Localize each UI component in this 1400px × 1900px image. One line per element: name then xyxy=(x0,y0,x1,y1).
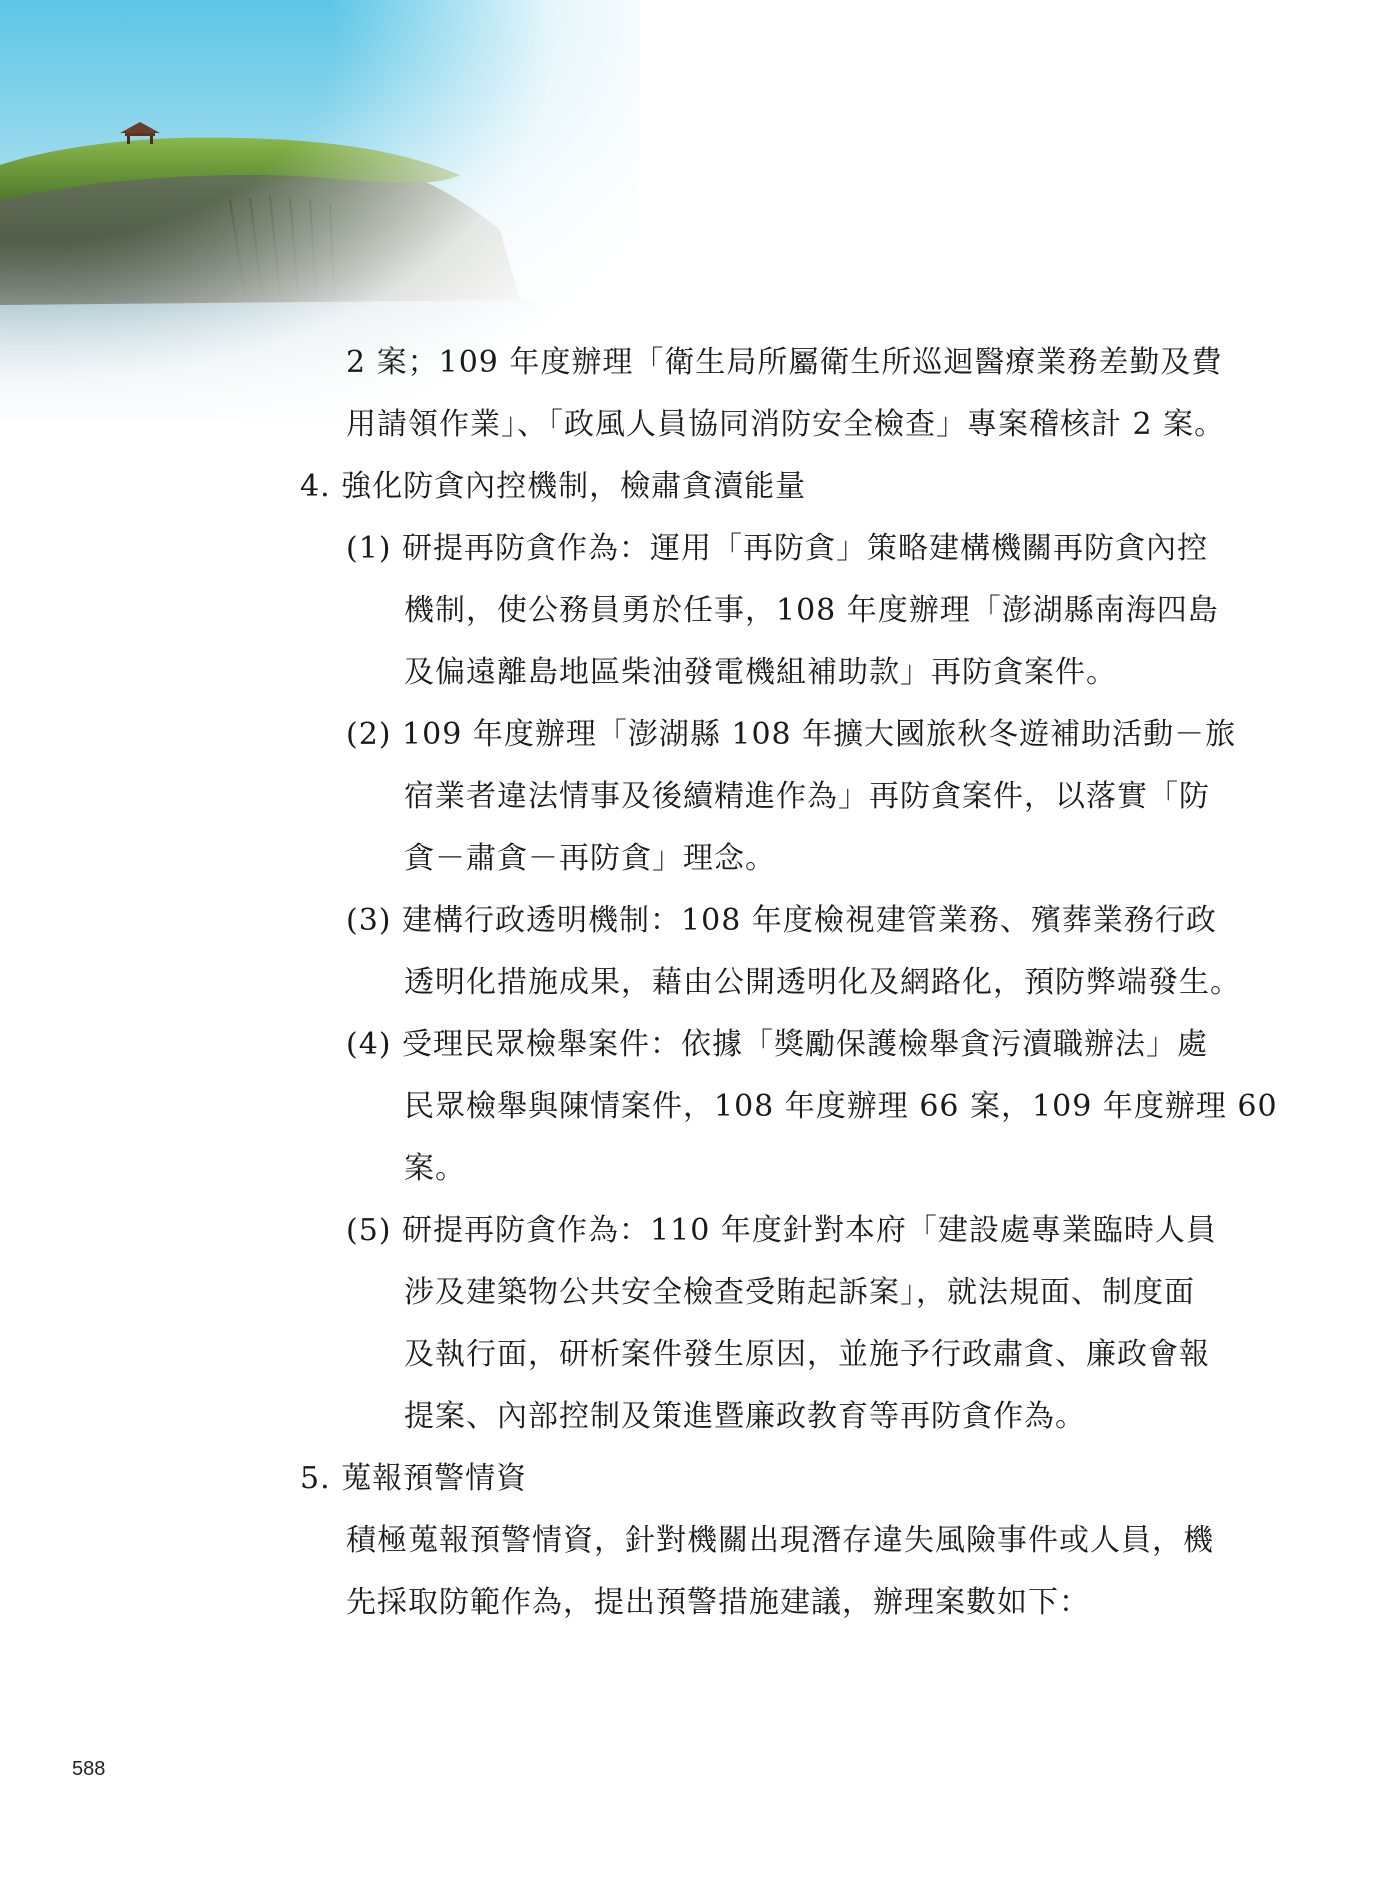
text-line: 提案、內部控制及策進暨廉政教育等再防貪作為。 xyxy=(404,1399,1086,1434)
text-line: 貪－肅貪－再防貪」理念。 xyxy=(404,841,776,876)
text-line: 涉及建築物公共安全檢查受賄起訴案」，就法規面、制度面 xyxy=(404,1275,1195,1310)
text-line: 積極蒐報預警情資，針對機關出現潛存違失風險事件或人員，機 xyxy=(346,1523,1214,1558)
text-line: 宿業者違法情事及後續精進作為」再防貪案件，以落實「防 xyxy=(404,779,1210,814)
text-line: 用請領作業」、「政風人員協同消防安全檢查」專案稽核計 2 案。 xyxy=(346,407,1226,442)
text-line: (3) 建構行政透明機制：108 年度檢視建管業務、殯葬業務行政 xyxy=(346,903,1217,938)
text-line: 4. 強化防貪內控機制，檢肅貪瀆能量 xyxy=(300,469,807,504)
text-line: 透明化措施成果，藉由公開透明化及網路化，預防弊端發生。 xyxy=(404,965,1241,1000)
text-line: 民眾檢舉與陳情案件，108 年度辦理 66 案，109 年度辦理 60 xyxy=(404,1089,1278,1124)
text-line: 5. 蒐報預警情資 xyxy=(300,1461,528,1496)
page-number: 588 xyxy=(72,1758,106,1780)
text-line: 機制，使公務員勇於任事，108 年度辦理「澎湖縣南海四島 xyxy=(404,593,1219,628)
text-line: 先採取防範作為，提出預警措施建議，辦理案數如下： xyxy=(346,1585,1090,1620)
text-line: (5) 研提再防貪作為：110 年度針對本府「建設處專業臨時人員 xyxy=(346,1213,1217,1248)
text-line: (1) 研提再防貪作為：運用「再防貪」策略建構機關再防貪內控 xyxy=(346,531,1209,566)
text-line: (2) 109 年度辦理「澎湖縣 108 年擴大國旅秋冬遊補助活動－旅 xyxy=(346,717,1237,752)
text-line: 2 案；109 年度辦理「衛生局所屬衛生所巡迴醫療業務差勤及費 xyxy=(346,345,1223,380)
document-body xyxy=(300,332,1278,1634)
text-line: 及執行面，研析案件發生原因，並施予行政肅貪、廉政會報 xyxy=(404,1337,1210,1372)
text-line: 案。 xyxy=(404,1151,466,1186)
text-line: 及偏遠離島地區柴油發電機組補助款」再防貪案件。 xyxy=(404,655,1117,690)
text-line: (4) 受理民眾檢舉案件：依據「獎勵保護檢舉貪污瀆職辦法」處 xyxy=(346,1027,1209,1062)
